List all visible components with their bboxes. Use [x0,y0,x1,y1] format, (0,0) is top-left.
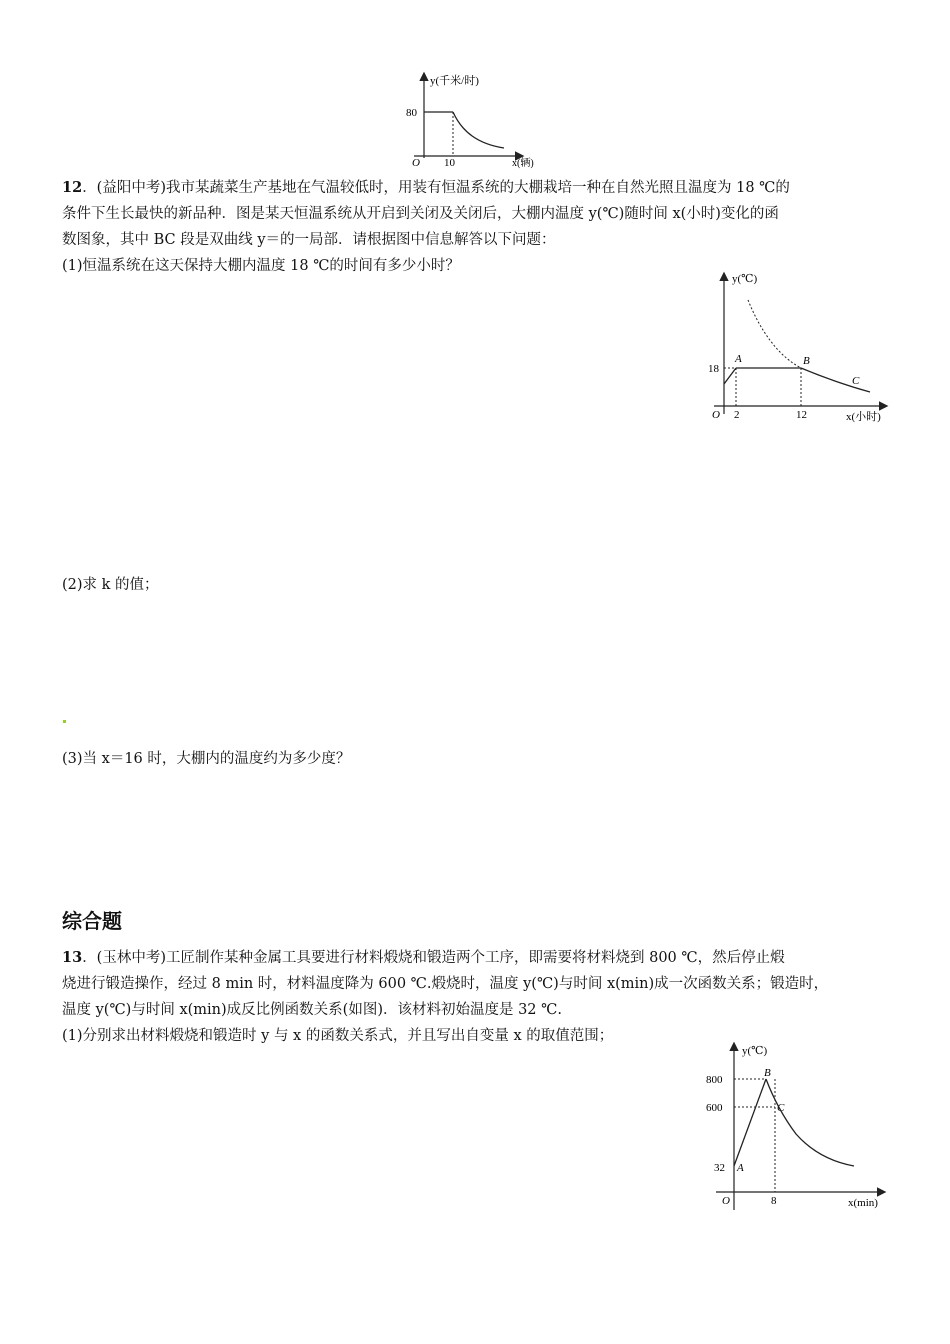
q12-part-2: (2)求 k 的值； [62,577,159,593]
section-title: 综合题 [62,909,122,933]
y-axis-label: y(千米/时) [430,75,479,87]
speed-vehicle-graph [400,68,550,170]
q12-text-1: ．(益阳中考)我市某蔬菜生产基地在气温较低时，用装有恒温系统的大棚栽培一种在自然光照且温度为 18 ℃的 [82,180,790,196]
y-tick-800: 800 [706,1074,723,1086]
x-tick-12: 12 [796,409,807,421]
q13-line-3: 温度 y(℃)与时间 x(min)成反比例函数关系(如图)．该材料初始温度是 32 ℃. [62,1002,562,1018]
x-axis-label: x(小时) [846,411,881,423]
bc-curve [766,1079,854,1166]
point-label-a: A [735,353,742,365]
y-tick-80: 80 [406,107,417,119]
x-tick-10: 10 [444,157,455,169]
metal-temperature-graph [700,1038,900,1218]
q13-text-1: ．(玉林中考)工匠制作某种金属工具要进行材料煅烧和锻造两个工序，即需要将材料烧到 800 ℃，然后停止煅 [82,950,785,966]
q13-number: 13 [62,949,83,966]
point-label-c: C [852,375,860,387]
point-label-b: B [764,1067,771,1079]
point-label-c: C [777,1102,785,1114]
origin-label: O [412,157,420,169]
origin-label: O [712,409,720,421]
q13-part-1: (1)分别求出材料煅烧和锻造时 y 与 x 的函数关系式，并且写出自变量 x 的取值范围； [62,1028,614,1044]
x-tick-2: 2 [734,409,740,421]
q13-line-2: 烧进行锻造操作，经过 8 min 时，材料温度降为 600 ℃.煅烧时，温度 y(℃)与时间 x(min)成一次函数关系；锻造时， [62,976,829,992]
inverse-curve [453,112,504,148]
q12-part-3: (3)当 x＝16 时，大棚内的温度约为多少度？ [62,751,351,767]
q13-line-1 [62,947,785,969]
q12-line-2: 条件下生长最快的新品种．图是某天恒温系统从开启到关闭及关闭后，大棚内温度 y(℃)随时间 x(小时)变化的函 [62,206,779,222]
q12-line-3: 数图象，其中 BC 段是双曲线 y＝的一局部．请根据图中信息解答以下问题： [62,232,556,248]
q12-number: 12 [62,179,83,196]
stray-mark [63,720,66,723]
hyperbola-dashed-part [748,300,801,368]
bc-curve [801,368,870,392]
q12-part-1: (1)恒温系统在这天保持大棚内温度 18 ℃的时间有多少小时？ [62,258,460,274]
point-label-b: B [803,355,810,367]
x-axis-label: x(辆) [512,158,534,169]
origin-label: O [722,1195,730,1207]
y-tick-32: 32 [714,1162,725,1174]
x-tick-8: 8 [771,1195,777,1207]
point-label-a: A [737,1162,744,1174]
ab-segment [734,1079,766,1166]
greenhouse-temperature-graph [700,268,900,428]
y-axis-label: y(℃) [742,1045,768,1057]
rise-segment [724,368,736,384]
y-tick-600: 600 [706,1102,723,1114]
x-axis-label: x(min) [848,1197,878,1209]
y-tick-18: 18 [708,363,719,375]
y-axis-label: y(℃) [732,273,758,285]
q12-line-1 [62,177,790,199]
